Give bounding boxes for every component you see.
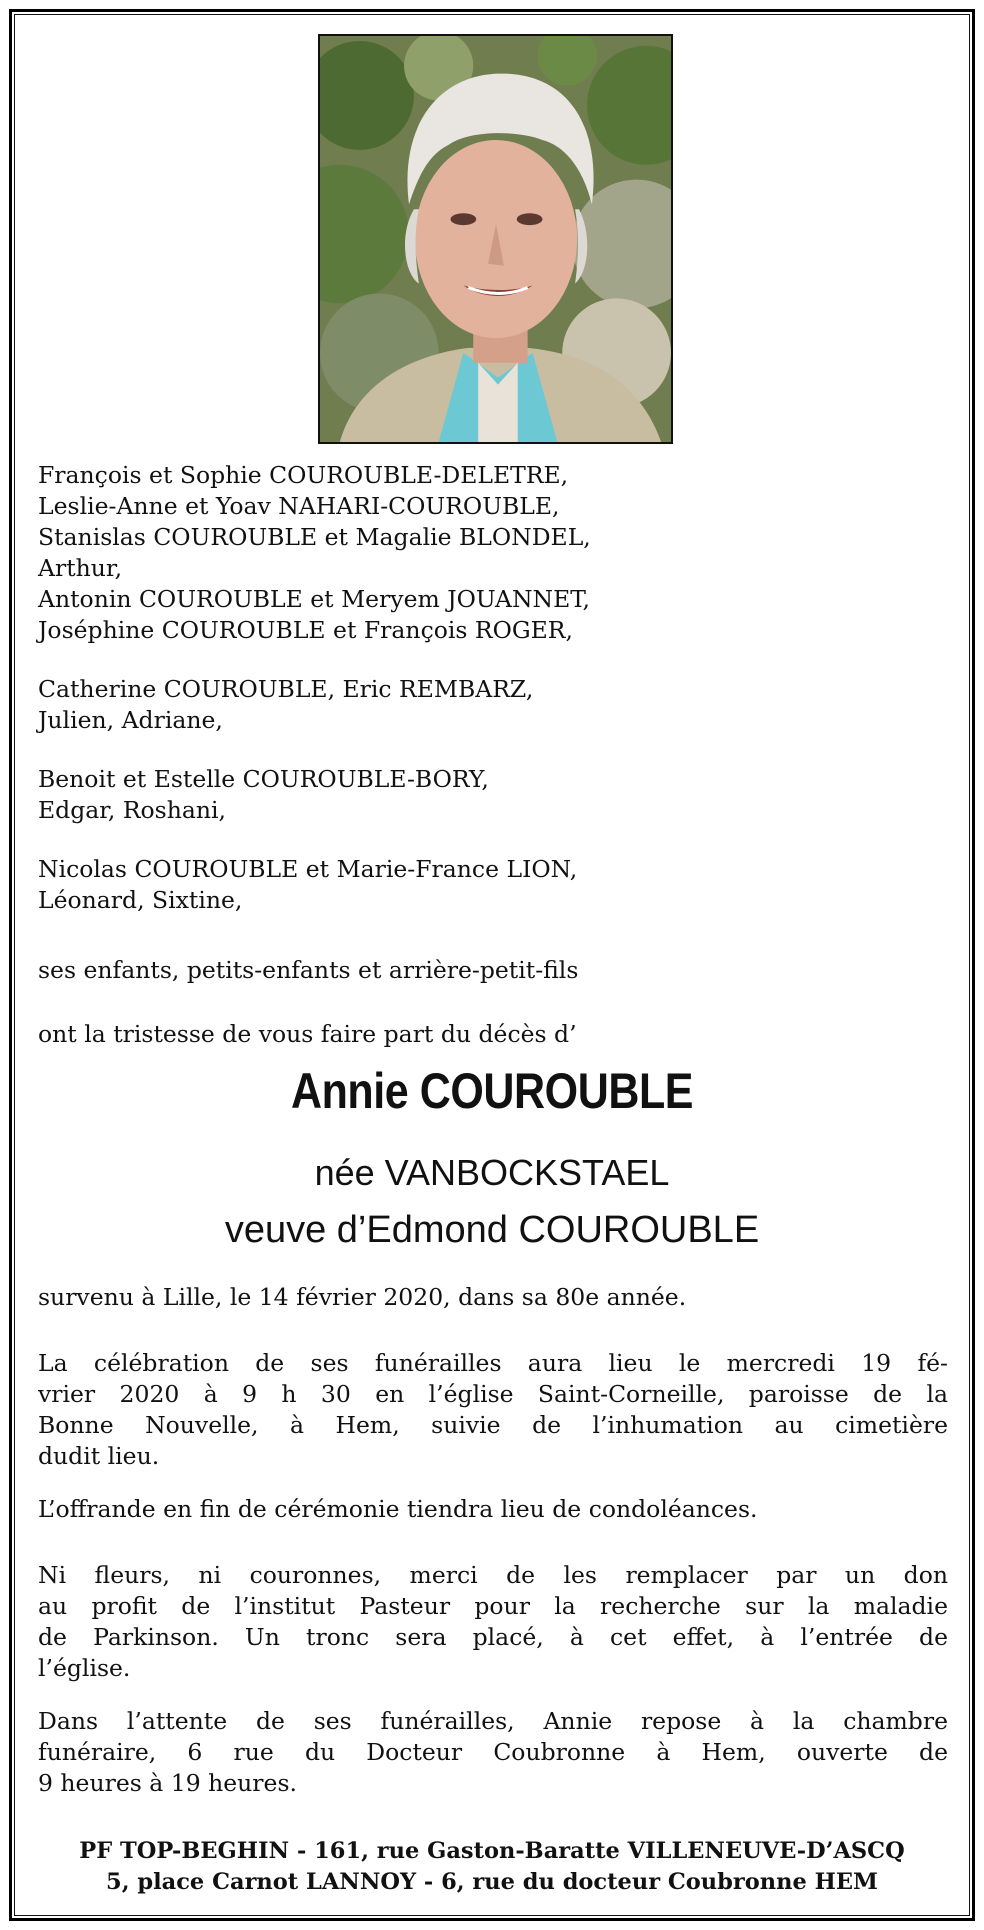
family-list (38, 460, 938, 916)
relationship-line: ses enfants, petits-enfants et arrière-petit-fils (38, 956, 579, 984)
family-line: François et Sophie COUROUBLE-DELETRE, (38, 461, 569, 489)
funeral-line: vrier 2020 à 9 h 30 en l’église Saint-Corneille, paroisse de la (38, 1380, 948, 1408)
deceased-name: Annie COUROUBLE (290, 1063, 694, 1119)
flowers-line: l’église. (38, 1654, 131, 1682)
family-line: Joséphine COUROUBLE et François ROGER, (38, 616, 573, 644)
death-line: survenu à Lille, le 14 février 2020, dans sa 80e année. (38, 1283, 687, 1311)
family-line: Stanislas COUROUBLE et Magalie BLONDEL, (38, 523, 591, 551)
funeral-line: Bonne Nouvelle, à Hem, suivie de l’inhumation au cimetière (38, 1411, 948, 1439)
family-group-3 (38, 764, 938, 826)
maiden-name: née VANBOCKSTAEL (314, 1152, 670, 1193)
funeral-home-footer (0, 1836, 984, 1898)
family-line: Leslie-Anne et Yoav NAHARI-COUROUBLE, (38, 492, 560, 520)
family-line: Antonin COUROUBLE et Meryem JOUANNET, (38, 585, 590, 613)
rest-line: 9 heures à 19 heures. (38, 1769, 297, 1797)
family-line: Julien, Adriane, (38, 706, 223, 734)
family-line: Catherine COUROUBLE, Eric REMBARZ, (38, 675, 534, 703)
portrait-photo (318, 34, 673, 444)
flowers-paragraph (38, 1560, 948, 1684)
rest-line: Dans l’attente de ses funérailles, Annie repose à la chambre (38, 1707, 948, 1735)
announcement-intro: ont la tristesse de vous faire part du décès d’ (38, 1020, 577, 1048)
offering-paragraph (38, 1494, 948, 1525)
funeral-paragraph (38, 1348, 948, 1472)
rest-line: funéraire, 6 rue du Docteur Coubronne à Hem, ouverte de (38, 1738, 948, 1766)
family-line: Edgar, Roshani, (38, 796, 227, 824)
offering-line: L’offrande en fin de cérémonie tiendra lieu de condoléances. (38, 1495, 758, 1523)
family-group-1 (38, 460, 938, 646)
family-line: Léonard, Sixtine, (38, 886, 243, 914)
portrait-photo-drawing (320, 36, 671, 442)
family-line: Nicolas COUROUBLE et Marie-France LION, (38, 855, 578, 883)
family-group-4 (38, 854, 938, 916)
funeral-line: La célébration de ses funérailles aura lieu le mercredi 19 fé- (38, 1349, 948, 1377)
flowers-line: au profit de l’institut Pasteur pour la recherche sur la maladie (38, 1592, 948, 1620)
family-line: Benoit et Estelle COUROUBLE-BORY, (38, 765, 489, 793)
family-group-2 (38, 674, 938, 736)
family-line: Arthur, (38, 554, 123, 582)
rest-paragraph (38, 1706, 948, 1799)
funeral-line: dudit lieu. (38, 1442, 160, 1470)
flowers-line: de Parkinson. Un tronc sera placé, à cet effet, à l’entrée de (38, 1623, 948, 1651)
footer-line: 5, place Carnot LANNOY - 6, rue du docteur Coubronne HEM (106, 1869, 878, 1895)
footer-line: PF TOP-BEGHIN - 161, rue Gaston-Baratte VILLENEUVE-D’ASCQ (79, 1838, 905, 1864)
death-notice (38, 1282, 948, 1313)
widow-of: veuve d’Edmond COUROUBLE (224, 1209, 760, 1251)
flowers-line: Ni fleurs, ni couronnes, merci de les remplacer par un don (38, 1561, 948, 1589)
